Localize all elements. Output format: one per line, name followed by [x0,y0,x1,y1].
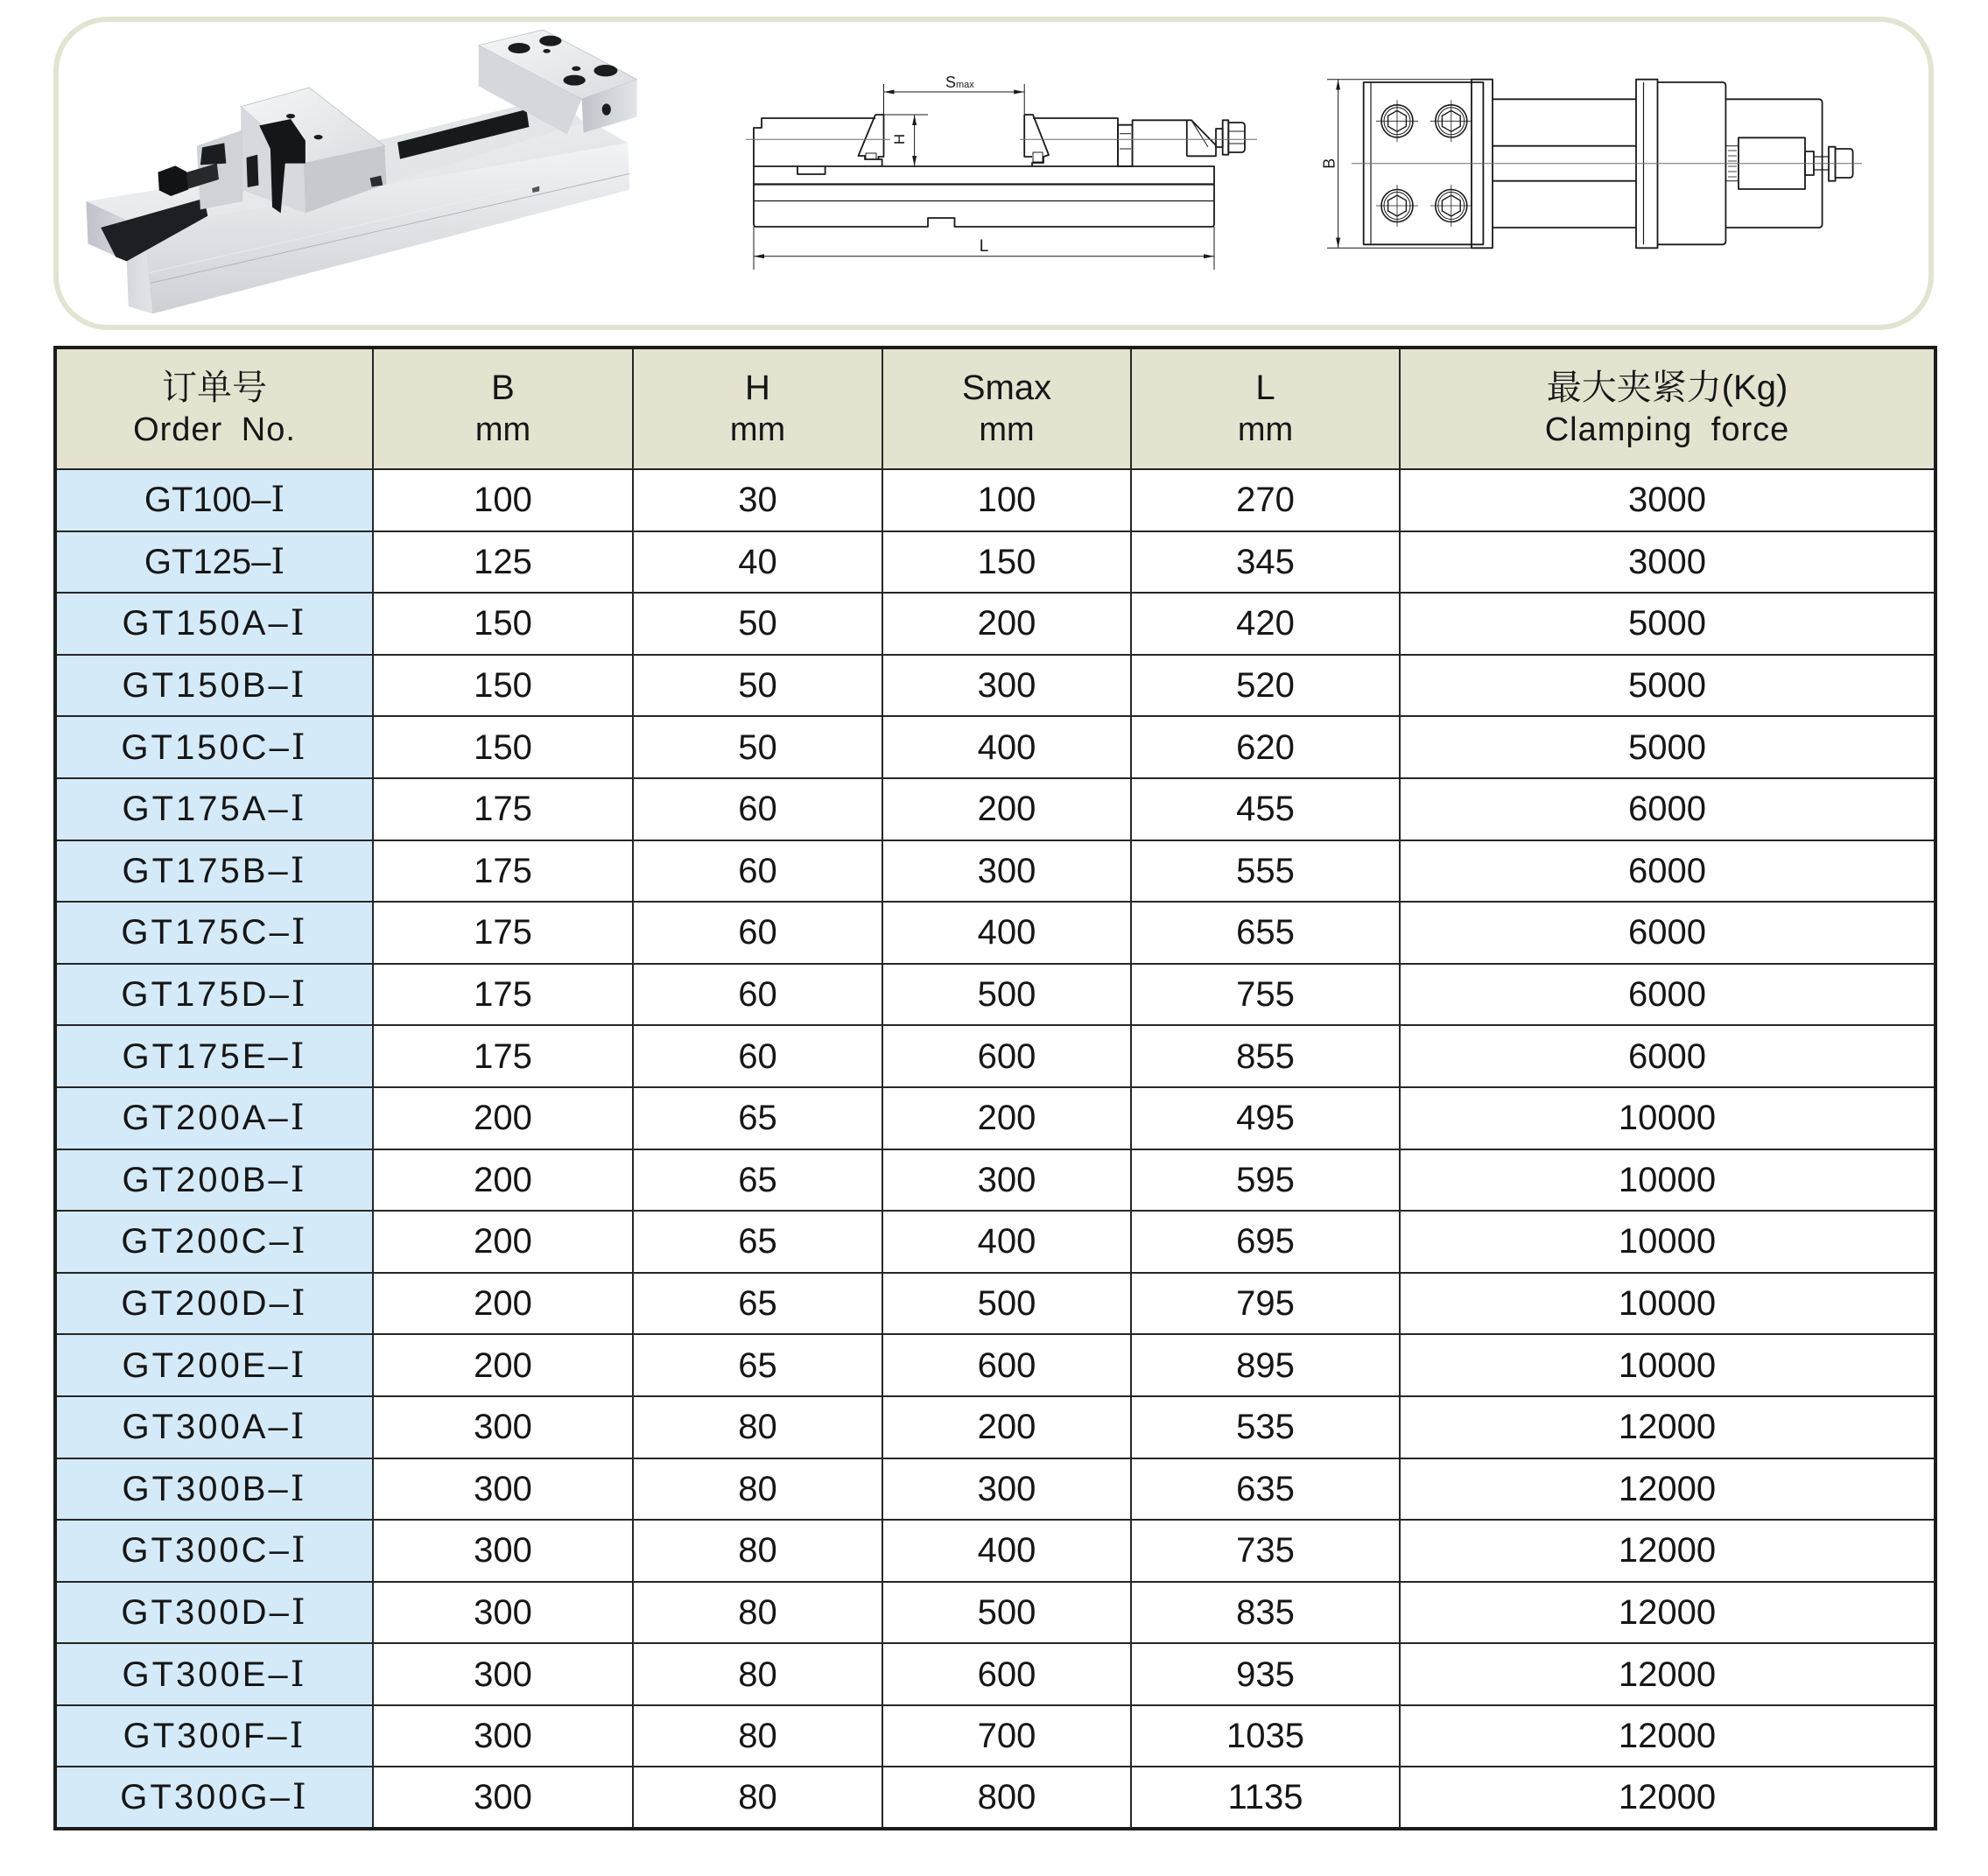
cell-smax: 500 [882,964,1131,1026]
table-row [55,1520,1935,1582]
cell-clamping-force: 12000 [1400,1458,1935,1521]
cell-order-no: GT200D–Ⅰ [55,1273,373,1335]
table-row [55,964,1935,1026]
header-line-symbol: H [745,369,770,407]
cell-clamping-force: 3000 [1400,469,1935,531]
bolt-hole-icon [1376,185,1418,227]
cell-b: 200 [373,1087,633,1149]
l-dimension-label: L [979,237,989,256]
cell-h: 80 [633,1582,882,1644]
table-row [55,1705,1935,1767]
cell-l: 755 [1131,964,1400,1026]
cell-smax: 200 [882,593,1131,655]
cell-smax: 200 [882,778,1131,840]
column-header-b [373,348,633,469]
column-header-clamping-force [1400,348,1935,469]
cell-h: 80 [633,1643,882,1705]
cell-b: 175 [373,778,633,840]
cell-clamping-force: 12000 [1400,1396,1935,1458]
cell-b: 300 [373,1705,633,1767]
column-header-h [633,348,882,469]
cell-h: 40 [633,531,882,594]
top-view-drawing [1313,61,1891,271]
cell-clamping-force: 5000 [1400,716,1935,778]
cell-smax: 800 [882,1767,1131,1829]
table-row [55,593,1935,655]
table-row [55,1334,1935,1396]
cell-smax: 150 [882,531,1131,594]
cell-order-no: GT200B–Ⅰ [55,1149,373,1212]
cell-clamping-force: 12000 [1400,1582,1935,1644]
table-row [55,1582,1935,1644]
b-dimension-label: B [1320,158,1338,169]
cell-order-no: GT125–Ⅰ [55,531,373,594]
cell-l: 1135 [1131,1767,1400,1829]
cell-b: 300 [373,1520,633,1582]
cell-h: 50 [633,716,882,778]
cell-order-no: GT175C–Ⅰ [55,902,373,964]
cell-order-no: GT150C–Ⅰ [55,716,373,778]
cell-l: 420 [1131,593,1400,655]
cell-clamping-force: 12000 [1400,1643,1935,1705]
cell-l: 620 [1131,716,1400,778]
cell-smax: 100 [882,469,1131,531]
cell-order-no: GT100–Ⅰ [55,469,373,531]
cell-b: 175 [373,1025,633,1087]
cell-b: 300 [373,1396,633,1458]
table-body [55,469,1935,1829]
cell-b: 200 [373,1334,633,1396]
cell-l: 695 [1131,1211,1400,1273]
cell-b: 150 [373,593,633,655]
table-row [55,1025,1935,1087]
cell-b: 300 [373,1643,633,1705]
cell-h: 60 [633,840,882,903]
table-row [55,655,1935,717]
cell-l: 1035 [1131,1705,1400,1767]
h-dimension-label: H [891,133,908,145]
cell-smax: 300 [882,1149,1131,1212]
cell-l: 455 [1131,778,1400,840]
header-line-cn: 最大夹紧力(Kg) [1546,369,1788,407]
table-row [55,1396,1935,1458]
table-row [55,1767,1935,1829]
cell-h: 65 [633,1273,882,1335]
cell-h: 65 [633,1211,882,1273]
cell-order-no: GT300G–Ⅰ [55,1767,373,1829]
header-line-unit: mm [729,411,786,448]
table-row [55,1087,1935,1149]
cell-clamping-force: 10000 [1400,1149,1935,1212]
cell-l: 270 [1131,469,1400,531]
header-line-unit: mm [474,411,531,448]
table-row [55,469,1935,531]
cell-h: 80 [633,1767,882,1829]
cell-h: 60 [633,1025,882,1087]
cell-l: 655 [1131,902,1400,964]
side-view-drawing [744,53,1278,280]
cell-h: 80 [633,1458,882,1521]
smax-dimension-label [945,74,974,91]
table-row [55,840,1935,903]
cell-smax: 200 [882,1087,1131,1149]
cell-b: 175 [373,964,633,1026]
cell-order-no: GT175B–Ⅰ [55,840,373,903]
cell-clamping-force: 3000 [1400,531,1935,594]
cell-clamping-force: 12000 [1400,1705,1935,1767]
spec-table [53,346,1937,1830]
cell-clamping-force: 10000 [1400,1211,1935,1273]
cell-clamping-force: 5000 [1400,655,1935,717]
cell-clamping-force: 12000 [1400,1520,1935,1582]
cell-order-no: GT200E–Ⅰ [55,1334,373,1396]
table-row [55,1643,1935,1705]
cell-order-no: GT175A–Ⅰ [55,778,373,840]
cell-order-no: GT300C–Ⅰ [55,1520,373,1582]
cell-l: 535 [1131,1396,1400,1458]
cell-b: 125 [373,531,633,594]
cell-l: 345 [1131,531,1400,594]
cell-order-no: GT300D–Ⅰ [55,1582,373,1644]
cell-smax: 600 [882,1643,1131,1705]
table-row [55,531,1935,594]
cell-order-no: GT200A–Ⅰ [55,1087,373,1149]
header-line-symbol: L [1255,369,1275,407]
cell-l: 635 [1131,1458,1400,1521]
bolt-hole-icon [1376,100,1418,142]
table-row [55,716,1935,778]
cell-b: 150 [373,716,633,778]
header-line-unit: mm [1237,411,1294,448]
cell-clamping-force: 6000 [1400,840,1935,903]
cell-b: 200 [373,1211,633,1273]
cell-smax: 400 [882,1211,1131,1273]
header-line-unit: mm [979,411,1035,448]
cell-h: 50 [633,655,882,717]
table-row [55,1273,1935,1335]
cell-smax: 400 [882,716,1131,778]
cell-h: 80 [633,1520,882,1582]
cell-b: 300 [373,1582,633,1644]
cell-l: 495 [1131,1087,1400,1149]
product-photo [79,26,657,315]
cell-order-no: GT150B–Ⅰ [55,655,373,717]
cell-l: 855 [1131,1025,1400,1087]
cell-l: 520 [1131,655,1400,717]
cell-l: 835 [1131,1582,1400,1644]
column-header-order-no [55,348,373,469]
cell-order-no: GT300E–Ⅰ [55,1643,373,1705]
cell-order-no: GT300B–Ⅰ [55,1458,373,1521]
cell-clamping-force: 10000 [1400,1273,1935,1335]
cell-smax: 500 [882,1582,1131,1644]
cell-b: 150 [373,655,633,717]
header-line-en: Clamping force [1544,411,1790,448]
cell-smax: 600 [882,1025,1131,1087]
cell-h: 65 [633,1334,882,1396]
cell-h: 60 [633,964,882,1026]
cell-l: 795 [1131,1273,1400,1335]
cell-clamping-force: 6000 [1400,778,1935,840]
cell-order-no: GT150A–Ⅰ [55,593,373,655]
cell-clamping-force: 10000 [1400,1087,1935,1149]
cell-order-no: GT175D–Ⅰ [55,964,373,1026]
cell-h: 60 [633,902,882,964]
cell-l: 555 [1131,840,1400,903]
header-row [55,348,1935,469]
cell-l: 895 [1131,1334,1400,1396]
cell-smax: 700 [882,1705,1131,1767]
cell-h: 50 [633,593,882,655]
table-row [55,778,1935,840]
smax-label-subscript: max [956,80,974,90]
cell-smax: 200 [882,1396,1131,1458]
header-line-en: Order No. [133,411,296,448]
cell-h: 80 [633,1705,882,1767]
cell-smax: 300 [882,840,1131,903]
cell-h: 60 [633,778,882,840]
cell-clamping-force: 10000 [1400,1334,1935,1396]
cell-order-no: GT300A–Ⅰ [55,1396,373,1458]
cell-b: 200 [373,1149,633,1212]
cell-clamping-force: 6000 [1400,902,1935,964]
cell-smax: 400 [882,1520,1131,1582]
cell-h: 80 [633,1396,882,1458]
cell-smax: 500 [882,1273,1131,1335]
cell-h: 65 [633,1087,882,1149]
cell-smax: 300 [882,1458,1131,1521]
cell-order-no: GT300F–Ⅰ [55,1705,373,1767]
cell-clamping-force: 5000 [1400,593,1935,655]
table-header [55,348,1935,469]
cell-smax: 600 [882,1334,1131,1396]
cell-b: 100 [373,469,633,531]
bolt-hole-icon [1430,185,1472,227]
cell-smax: 300 [882,655,1131,717]
cell-l: 735 [1131,1520,1400,1582]
column-header-l [1131,348,1400,469]
cell-l: 595 [1131,1149,1400,1212]
cell-h: 65 [633,1149,882,1212]
cell-b: 200 [373,1273,633,1335]
header-line-symbol: Smax [961,369,1052,407]
cell-b: 175 [373,840,633,903]
cell-order-no: GT200C–Ⅰ [55,1211,373,1273]
cell-clamping-force: 6000 [1400,964,1935,1026]
table-row [55,902,1935,964]
cell-clamping-force: 12000 [1400,1767,1935,1829]
cell-clamping-force: 6000 [1400,1025,1935,1087]
table-row [55,1211,1935,1273]
table-row [55,1458,1935,1521]
cell-order-no: GT175E–Ⅰ [55,1025,373,1087]
bolt-hole-icon [1430,100,1472,142]
cell-h: 30 [633,469,882,531]
smax-label-s: S [945,74,957,91]
cell-b: 300 [373,1767,633,1829]
cell-smax: 400 [882,902,1131,964]
cell-b: 175 [373,902,633,964]
column-header-smax [882,348,1131,469]
header-line-symbol: B [491,369,515,407]
header-line-cn: 订单号 [162,369,267,407]
table-row [55,1149,1935,1212]
cell-l: 935 [1131,1643,1400,1705]
cell-b: 300 [373,1458,633,1521]
